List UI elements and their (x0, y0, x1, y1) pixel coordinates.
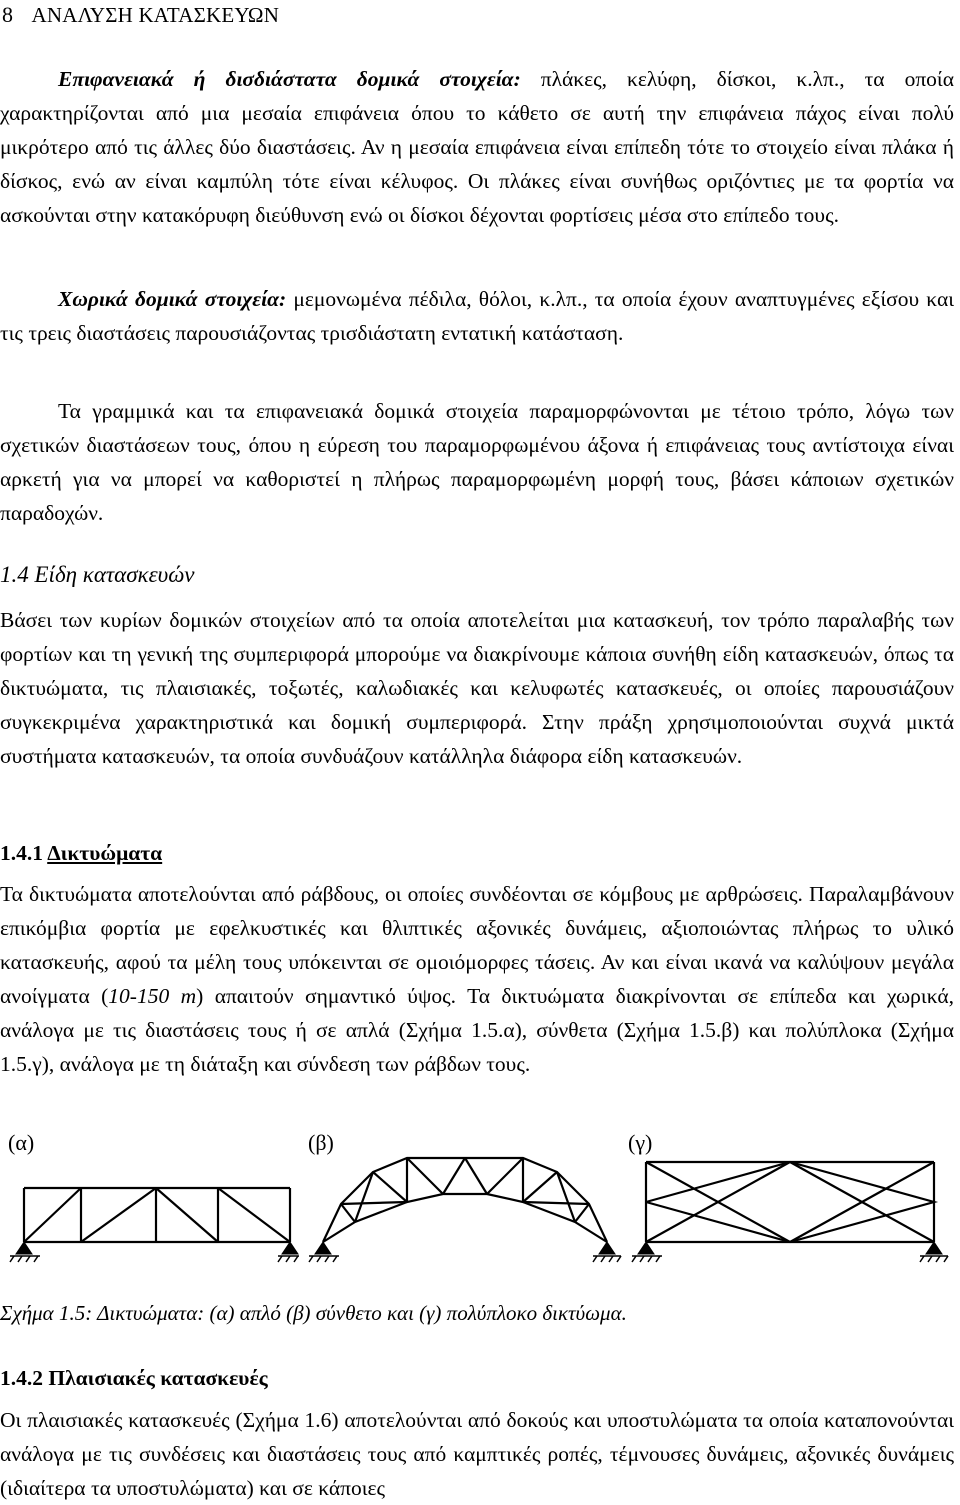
section-title: Είδη κατασκευών (34, 562, 195, 587)
compound-truss-diagram (305, 1150, 625, 1290)
section-number: 1.4.1 (0, 841, 43, 865)
page-number: 8 (2, 2, 14, 27)
support-left (632, 1242, 662, 1262)
truss-members (323, 1158, 607, 1242)
term-spatial-elements: Χωρικά δομικά στοιχεία: (58, 287, 287, 311)
section-heading-1-4 (0, 558, 954, 592)
support-right (593, 1242, 621, 1262)
support-right (278, 1242, 299, 1262)
figure-caption (0, 1298, 954, 1328)
support-left (309, 1242, 339, 1262)
section-title: Πλαισιακές κατασκευές (48, 1366, 268, 1390)
truss-members (646, 1162, 934, 1242)
page-header (2, 2, 279, 28)
paragraph-text: Βάσει των κυρίων δομικών στοιχείων από τα οποία αποτελείται μια κατασκευή, τον τρόπο παραλαβής των φορτίων και τη γενική της συμπεριφορά μπορούμε να διακρίνουμε κάποια συνήθη είδη κατασκευών, όπως τα δικτυώματα, τις πλαισιακές, τοξωτές, καλωδιακές και κελυφωτές κατασκευές, οι οποίες παρουσιάζουν συγκεκριμένα χαρακτηριστικά και δομική συμπεριφορά. Στην πράξη χρησιμοποιούνται συχνά μικτά συστήματα κατασκευών, τα οποία συνδυάζουν κατάλληλα διάφορα είδη κατασκευών. (0, 608, 954, 768)
figure-label-a: (α) (8, 1130, 35, 1155)
paragraph-text: μεμονωμένα πέδιλα, θόλοι, κ.λπ., τα οποία έχουν αναπτυγμένες εξίσου και τις τρεις διαστάσεις παρουσιάζοντας τρισδιάστατη εντατική κατάσταση. (0, 287, 954, 345)
paragraph-text: Οι πλαισιακές κατασκευές (Σχήμα 1.6) αποτελούνται από δοκούς και υποστυλώματα τα οποία καταπονούνται ανάλογα με τις συνδέσεις και διαστάσεις τους από καμπτικές ροπές, τέμνουσες δυνάμεις, αξονικές δυνάμεις (ιδιαίτερα τα υποστυλώματα) και σε κάποιες (0, 1408, 954, 1500)
support-right (920, 1242, 948, 1262)
figure-label-b: (β) (308, 1130, 334, 1155)
paragraph-frame-structures (0, 1403, 954, 1505)
complex-truss-diagram (630, 1150, 950, 1290)
span-range: 10-150 m (108, 984, 197, 1008)
figure-label-c: (γ) (628, 1130, 653, 1155)
paragraph-text: Τα γραμμικά και τα επιφανειακά δομικά στοιχεία παραμορφώνονται με τέτοιο τρόπο, λόγω των σχετικών διαστάσεων τους, όπου η εύρεση του παραμορφωμένου άξονα ή επιφάνειας τους αντίστοιχα είναι αρκετή για να μπορεί να καθοριστεί η πλήρως παραμορφωμένη μορφή τους, βάσει κάποιων σχετικών παραδοχών. (0, 399, 954, 525)
figure-caption-text: Σχήμα 1.5: Δικτυώματα: (α) απλό (β) σύνθετο και (γ) πολύπλοκο δικτύωμα. (0, 1301, 627, 1325)
paragraph-surface-elements (0, 62, 954, 232)
support-left (10, 1242, 40, 1262)
chapter-title: ΑΝΑΛΥΣΗ ΚΑΤΑΣΚΕΥΩΝ (31, 3, 280, 27)
truss-members (24, 1188, 290, 1242)
simple-truss-diagram (0, 1150, 300, 1290)
paragraph-structure-types (0, 603, 954, 773)
term-surface-elements: Επιφανειακά ή δισδιάστατα δομικά στοιχεία: (58, 67, 521, 91)
paragraph-trusses (0, 877, 954, 1081)
paragraph-text: ) απαιτούν σημαντικό ύψος. Τα δικτυώματα διακρίνονται σε επίπεδα και χωρικά, ανάλογα με τις διαστάσεις τους ή σε απλά (Σχήμα 1.5.α), σύνθετα (Σχήμα 1.5.β) και πολύπλοκα (Σχήμα 1.5.γ), ανάλογα με τη διάταξη και σύνδεση των ράβδων τους. (0, 984, 954, 1076)
paragraph-deformation (0, 394, 954, 530)
section-heading-1-4-2 (0, 1361, 954, 1395)
paragraph-spatial-elements (0, 282, 954, 350)
section-title: Δικτυώματα (47, 841, 163, 865)
section-number: 1.4.2 (0, 1366, 43, 1390)
section-number: 1.4 (0, 562, 29, 587)
paragraph-text: Τα δικτυώματα αποτελούνται από ράβδους, οι οποίες συνδέονται σε κόμβους με αρθρώσεις. Παραλαμβάνουν επικόμβια φορτία με εφελκυστικές και θλιπτικές αξονικές δυνάμεις, αξιοποιώντας πλήρως το υλικό κατασκευής, αφού τα μέλη τους υπόκεινται σε ομοιόμορφες τάσεις. Αν και είναι ικανά να καλύψουν μεγάλα ανοίγματα ( (0, 882, 954, 1008)
paragraph-text: πλάκες, κελύφη, δίσκοι, κ.λπ., τα οποία χαρακτηρίζονται από μια μεσαία επιφάνεια όπου το κάθετο σε αυτή την επιφάνεια πάχος είναι πολύ μικρότερο από τις άλλες δύο διαστάσεις. Αν η μεσαία επιφάνεια είναι επίπεδη τότε το στοιχείο είναι πλάκα ή δίσκος, ενώ αν είναι καμπύλη τότε είναι κέλυφος. Οι πλάκες είναι συνήθως οριζόντιες με τα φορτία να ασκούνται στην κατακόρυφη διεύθυνση ενώ οι δίσκοι δέχονται φορτίσεις μέσα στο επίπεδο τους. (0, 67, 954, 227)
section-heading-1-4-1 (0, 836, 954, 870)
